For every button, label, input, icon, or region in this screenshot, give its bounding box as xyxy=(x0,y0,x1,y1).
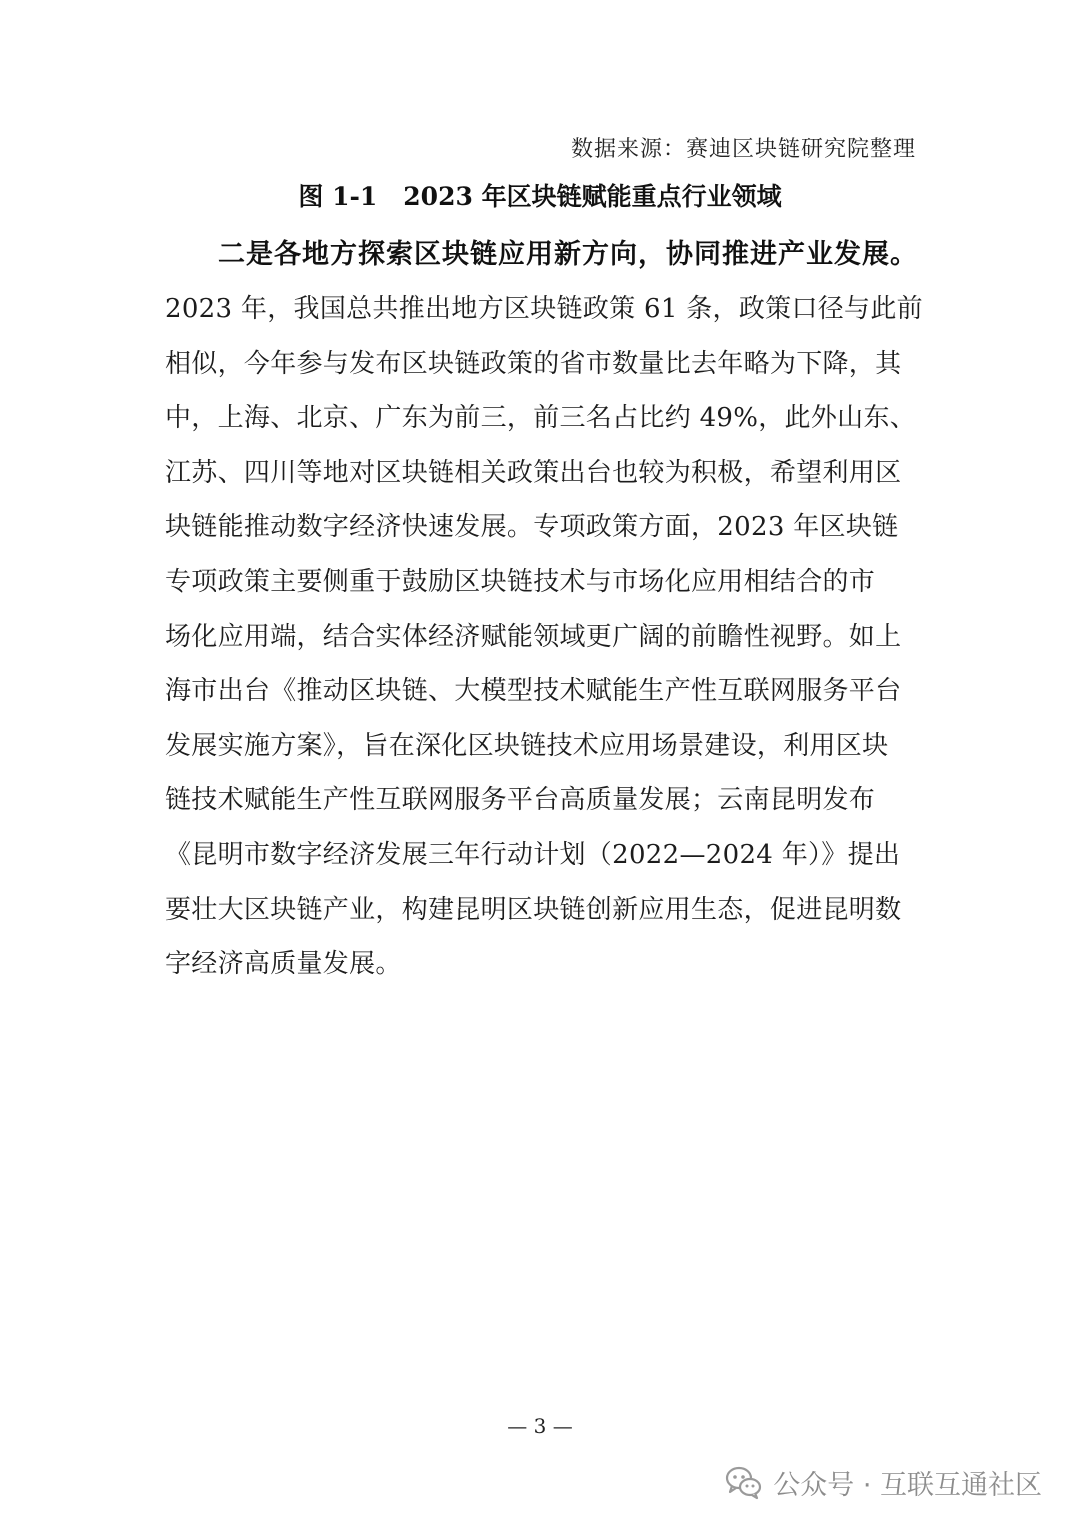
data-source-note: 数据来源：赛迪区块链研究院整理 xyxy=(570,137,916,162)
body-line: 专项政策主要侧重于鼓励区块链技术与市场化应用相结合的市 xyxy=(165,566,876,597)
figure-number: 图 1-1 xyxy=(298,182,378,211)
section-heading: 二是各地方探索区块链应用新方向，协同推进产业发展。 xyxy=(218,239,918,270)
body-line: 《昆明市数字经济发展三年行动计划（2022—2024 年）》提出 xyxy=(165,839,901,870)
body-line: 链技术赋能生产性互联网服务平台高质量发展；云南昆明发布 xyxy=(165,785,876,816)
body-line: 2023 年，我国总共推出地方区块链政策 61 条，政策口径与此前 xyxy=(165,294,923,324)
wechat-icon xyxy=(723,1462,763,1502)
watermark-text: 公众号 · 互联互通社区 xyxy=(773,1469,1042,1501)
figure-title: 2023 年区块链赋能重点行业领域 xyxy=(403,182,782,211)
body-line: 块链能推动数字经济快速发展。专项政策方面，2023 年区块链 xyxy=(165,512,899,543)
body-line: 发展实施方案》，旨在深化区块链技术应用场景建设，利用区块 xyxy=(165,730,889,761)
page-number: — 3 — xyxy=(507,1414,573,1438)
wechat-watermark xyxy=(723,1462,1042,1502)
body-line: 中，上海、北京、广东为前三，前三名占比约 49%，此外山东、 xyxy=(165,403,917,434)
figure-caption xyxy=(0,177,1080,213)
body-line: 江苏、四川等地对区块链相关政策出台也较为积极，希望利用区 xyxy=(165,457,902,488)
body-line: 相似，今年参与发布区块链政策的省市数量比去年略为下降，其 xyxy=(165,348,902,379)
body-line: 要壮大区块链产业，构建昆明区块链创新应用生态，促进昆明数 xyxy=(165,894,902,925)
body-paragraph xyxy=(165,288,925,998)
body-line: 场化应用端，结合实体经济赋能领域更广阔的前瞻性视野。如上 xyxy=(165,621,902,652)
body-line: 字经济高质量发展。 xyxy=(165,949,402,980)
body-line: 海市出台《推动区块链、大模型技术赋能生产性互联网服务平台 xyxy=(165,676,902,707)
